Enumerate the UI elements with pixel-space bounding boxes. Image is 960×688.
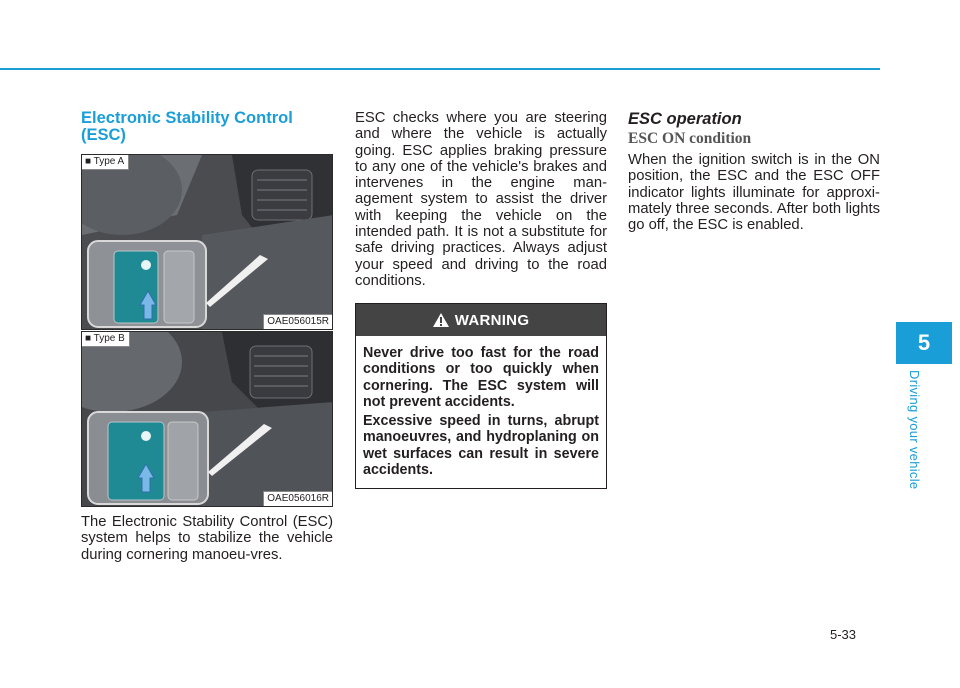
page-number: 5-33 <box>830 627 857 642</box>
operation-paragraph: When the ignition switch is in the ON position, the ESC and the ESC OFF indicator lights illuminate for approxi-mately three seconds. After both lights go off, the ESC is enabled. <box>628 152 880 234</box>
chapter-number-tab: 5 <box>896 322 952 364</box>
figure-code-b: OAE056016R <box>263 491 332 506</box>
figure-type-a <box>81 154 333 330</box>
operation-title: ESC operation <box>628 110 742 128</box>
warning-triangle-icon <box>433 313 449 327</box>
warning-heading: WARNING <box>454 311 530 329</box>
figure-type-a-tag <box>82 155 129 170</box>
dashboard-photo-a <box>82 155 333 330</box>
warning-text-1: Never drive too fast for the road conditions or too quickly when cornering. The ESC system will not prevent accidents. <box>363 345 599 410</box>
figure-type-b-tag <box>82 332 130 347</box>
chapter-label: Driving your vehicle <box>907 370 922 490</box>
header-rule <box>0 68 880 70</box>
warning-text-2: Excessive speed in turns, abrupt manoeuvres, and hydroplaning on wet surfaces can result in severe accidents. <box>363 413 599 479</box>
esc-description-paragraph: ESC checks where you are steering and where the vehicle is actually going. ESC applies braking pressure to any one of the vehicle's brakes and intervenes in the engine man-agement system to assist the driver with keeping the vehicle on the intended path. It is not a substitute for safe driving practices. Always adjust your speed and driving to the road conditions. <box>355 110 607 289</box>
warning-body <box>356 336 606 478</box>
figure-type-b <box>81 331 333 507</box>
esc-intro-paragraph: The Electronic Stability Control (ESC) system helps to stabilize the vehicle during cornering manoeu-vres. <box>81 514 333 563</box>
operation-subtitle: ESC ON condition <box>628 130 752 147</box>
figure-type-b-label: Type B <box>93 333 125 344</box>
section-title: Electronic Stability Control (ESC) <box>81 109 293 144</box>
black-square-icon: ■ <box>85 333 94 344</box>
black-square-icon: ■ <box>85 156 94 167</box>
dashboard-photo-b <box>82 332 333 507</box>
warning-header <box>356 304 606 336</box>
figure-type-a-label: Type A <box>93 156 125 167</box>
figure-code-a: OAE056015R <box>263 314 332 329</box>
warning-box <box>355 303 607 489</box>
